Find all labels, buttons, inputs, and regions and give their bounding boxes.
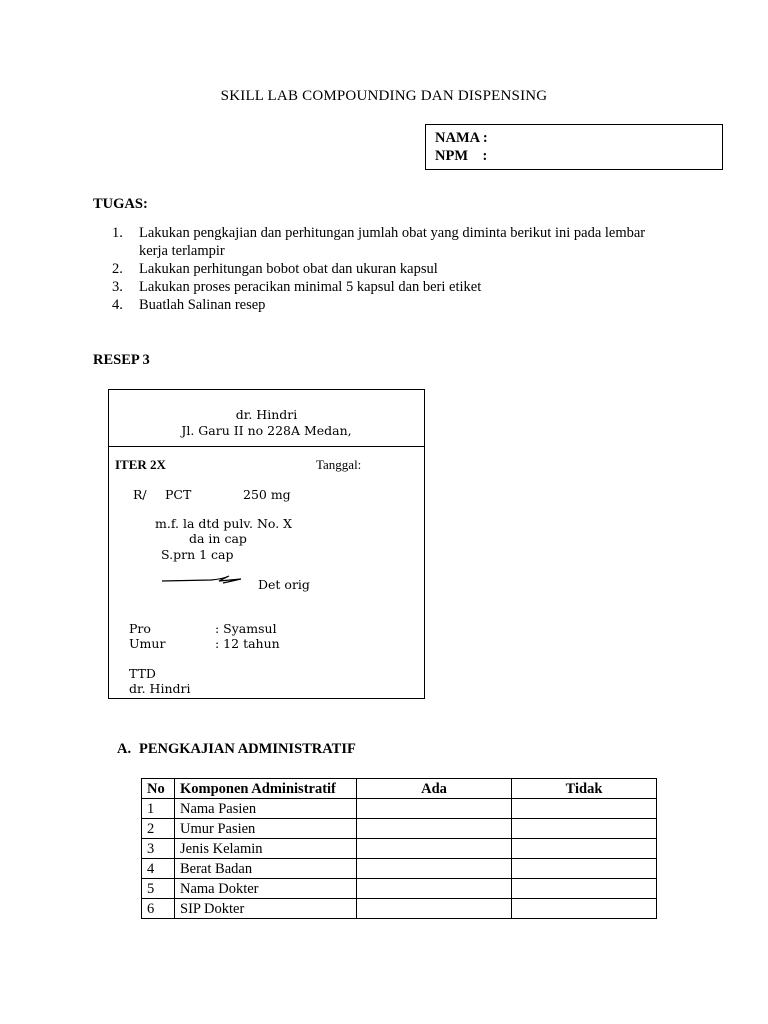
- tugas-heading: TUGAS:: [93, 196, 148, 212]
- tidak-cell[interactable]: [512, 879, 657, 899]
- det-orig-label: Det orig: [258, 577, 310, 592]
- tidak-cell[interactable]: [512, 899, 657, 919]
- compounding-instruction: m.f. la dtd pulv. No. X: [155, 516, 293, 531]
- column-header-tidak: Tidak: [512, 779, 657, 799]
- list-number: 1.: [112, 225, 123, 241]
- table-row: [142, 899, 657, 919]
- table-header-row: [142, 779, 657, 799]
- column-header-komponen: Komponen Administratif: [175, 779, 357, 799]
- signing-doctor: dr. Hindri: [129, 681, 191, 696]
- nama-label: NAMA :: [435, 130, 488, 146]
- ttd-label: TTD: [129, 666, 156, 681]
- column-header-ada: Ada: [357, 779, 512, 799]
- detur-stroke-mark: [161, 573, 245, 585]
- list-text: Lakukan pengkajian dan perhitungan jumlah obat yang diminta berikut ini pada lembar kerja terlampir: [139, 225, 646, 259]
- table-row: [142, 799, 657, 819]
- list-number: 2.: [112, 261, 123, 277]
- row-komponen: Nama Dokter: [175, 879, 357, 899]
- row-number: 6: [142, 899, 175, 919]
- signa-instruction: S.prn 1 cap: [161, 547, 234, 562]
- list-text: Lakukan proses peracikan minimal 5 kapsul dan beri etiket: [139, 279, 482, 295]
- page-title: SKILL LAB COMPOUNDING DAN DISPENSING: [220, 88, 548, 104]
- rx-symbol: R/: [133, 487, 147, 502]
- ada-cell[interactable]: [357, 799, 512, 819]
- capsule-instruction: da in cap: [189, 531, 247, 546]
- column-header-no: No: [142, 779, 175, 799]
- tidak-cell[interactable]: [512, 799, 657, 819]
- tidak-cell[interactable]: [512, 819, 657, 839]
- list-item: [112, 260, 652, 278]
- row-number: 1: [142, 799, 175, 819]
- doctor-name: dr. Hindri: [235, 407, 298, 422]
- doctor-address: Jl. Garu II no 228A Medan,: [181, 423, 352, 438]
- resep-heading: RESEP 3: [93, 352, 150, 368]
- tugas-list: [112, 224, 652, 314]
- row-number: 4: [142, 859, 175, 879]
- tidak-cell[interactable]: [512, 839, 657, 859]
- drug-dose: 250 mg: [243, 487, 291, 502]
- row-komponen: SIP Dokter: [175, 899, 357, 919]
- row-komponen: Umur Pasien: [175, 819, 357, 839]
- table-row: [142, 839, 657, 859]
- tanggal-label: Tanggal:: [316, 457, 362, 472]
- row-komponen: Berat Badan: [175, 859, 357, 879]
- ada-cell[interactable]: [357, 819, 512, 839]
- prescription-divider: [109, 446, 424, 447]
- row-number: 3: [142, 839, 175, 859]
- student-identity-box: [425, 124, 723, 170]
- patient-age: : 12 tahun: [215, 636, 280, 651]
- section-letter: A.: [117, 741, 132, 757]
- row-komponen: Nama Pasien: [175, 799, 357, 819]
- row-number: 2: [142, 819, 175, 839]
- list-number: 3.: [112, 279, 123, 295]
- list-number: 4.: [112, 297, 123, 313]
- drug-name: PCT: [165, 487, 192, 502]
- patient-age-label: Umur: [129, 636, 166, 651]
- administrative-table: [141, 778, 657, 919]
- prescription-card: [108, 389, 425, 699]
- table-row: [142, 859, 657, 879]
- patient-name: : Syamsul: [215, 621, 277, 636]
- npm-label: NPM :: [435, 148, 488, 164]
- ada-cell[interactable]: [357, 899, 512, 919]
- row-number: 5: [142, 879, 175, 899]
- section-title: PENGKAJIAN ADMINISTRATIF: [139, 741, 356, 757]
- list-item: [112, 278, 652, 296]
- ada-cell[interactable]: [357, 859, 512, 879]
- row-komponen: Jenis Kelamin: [175, 839, 357, 859]
- list-text: Lakukan perhitungan bobot obat dan ukuran kapsul: [139, 261, 438, 277]
- ada-cell[interactable]: [357, 839, 512, 859]
- tidak-cell[interactable]: [512, 859, 657, 879]
- list-text: Buatlah Salinan resep: [139, 297, 266, 313]
- section-a-heading: [117, 741, 356, 758]
- table-row: [142, 819, 657, 839]
- ada-cell[interactable]: [357, 879, 512, 899]
- patient-pro-label: Pro: [129, 621, 151, 636]
- list-item: [112, 224, 652, 260]
- table-row: [142, 879, 657, 899]
- list-item: [112, 296, 652, 314]
- iter-label: ITER 2X: [115, 457, 166, 472]
